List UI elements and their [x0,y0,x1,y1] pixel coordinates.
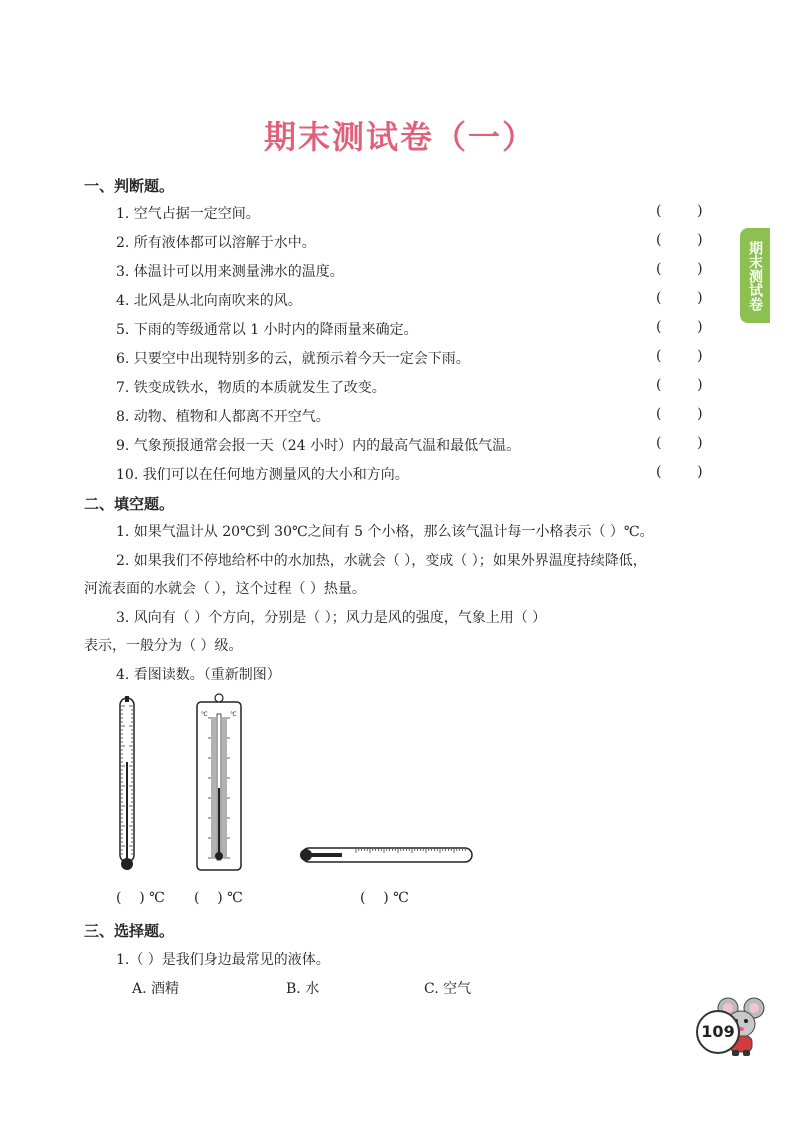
judge-question-7: 7. 铁变成铁水，物质的本质就发生了改变。 [116,380,386,396]
answer-paren-2[interactable]: ( ) [656,232,703,248]
choice-option-c[interactable]: C. 空气 [424,981,472,997]
fill-question-2-line2: 河流表面的水就会（ ），这个过程（ ）热量。 [84,581,366,597]
thermometer-3-answer[interactable]: ( ) ℃ [360,890,409,906]
answer-paren-5[interactable]: ( ) [656,319,703,335]
fill-question-3-line1: 3. 风向有（ ）个方向，分别是（ ）；风力是风的强度，气象上用（ ） [116,610,547,626]
answer-paren-4[interactable]: ( ) [656,290,703,306]
section-heading-choice: 三、选择题。 [84,922,175,940]
thermometer-2-answer[interactable]: ( ) ℃ [194,890,243,906]
choice-option-a[interactable]: A. 酒精 [132,981,180,997]
answer-paren-1[interactable]: ( ) [656,203,703,219]
svg-text:℃: ℃ [230,711,237,718]
choice-option-b[interactable]: B. 水 [286,981,320,997]
fill-question-4: 4. 看图读数。（重新制图） [116,667,281,683]
page-number: 109 [696,1010,740,1054]
judge-question-10: 10. 我们可以在任何地方测量风的大小和方向。 [116,467,409,483]
fill-question-3-line2: 表示，一般分为（ ）级。 [84,638,243,654]
fill-question-2-line1: 2. 如果我们不停地给杯中的水加热，水就会（ ），变成（ ）；如果外界温度持续降低， [116,553,647,569]
section-heading-judge: 一、判断题。 [84,177,175,195]
judge-question-9: 9. 气象预报通常会报一天（24 小时）内的最高气温和最低气温。 [116,438,521,454]
section-heading-fill: 二、填空题。 [84,495,175,513]
page-title: 期末测试卷（一） [263,118,536,156]
thermometer-1-image [112,692,142,878]
fill-question-1: 1. 如果气温计从 20℃到 30℃之间有 5 个小格，那么该气温计每一小格表示（ ）℃。 [116,524,654,540]
answer-paren-10[interactable]: ( ) [656,464,703,480]
thermometer-3-image [296,840,476,868]
judge-question-1: 1. 空气占据一定空间。 [116,206,260,222]
judge-question-6: 6. 只要空中出现特别多的云，就预示着今天一定会下雨。 [116,351,470,367]
answer-paren-6[interactable]: ( ) [656,348,703,364]
thermometer-2-image [194,692,244,874]
answer-paren-7[interactable]: ( ) [656,377,703,393]
choice-question-1: 1.（ ）是我们身边最常见的液体。 [116,952,330,968]
judge-question-5: 5. 下雨的等级通常以 1 小时内的降雨量来确定。 [116,322,418,338]
side-tab: 期末测试卷 [740,228,770,323]
judge-question-3: 3. 体温计可以用来测量沸水的温度。 [116,264,344,280]
svg-text:℃: ℃ [201,711,208,718]
answer-paren-9[interactable]: ( ) [656,435,703,451]
judge-question-8: 8. 动物、植物和人都离不开空气。 [116,409,330,425]
judge-question-4: 4. 北风是从北向南吹来的风。 [116,293,302,309]
answer-paren-3[interactable]: ( ) [656,261,703,277]
answer-paren-8[interactable]: ( ) [656,406,703,422]
judge-question-2: 2. 所有液体都可以溶解于水中。 [116,235,316,251]
thermometer-1-answer[interactable]: ( ) ℃ [116,890,165,906]
